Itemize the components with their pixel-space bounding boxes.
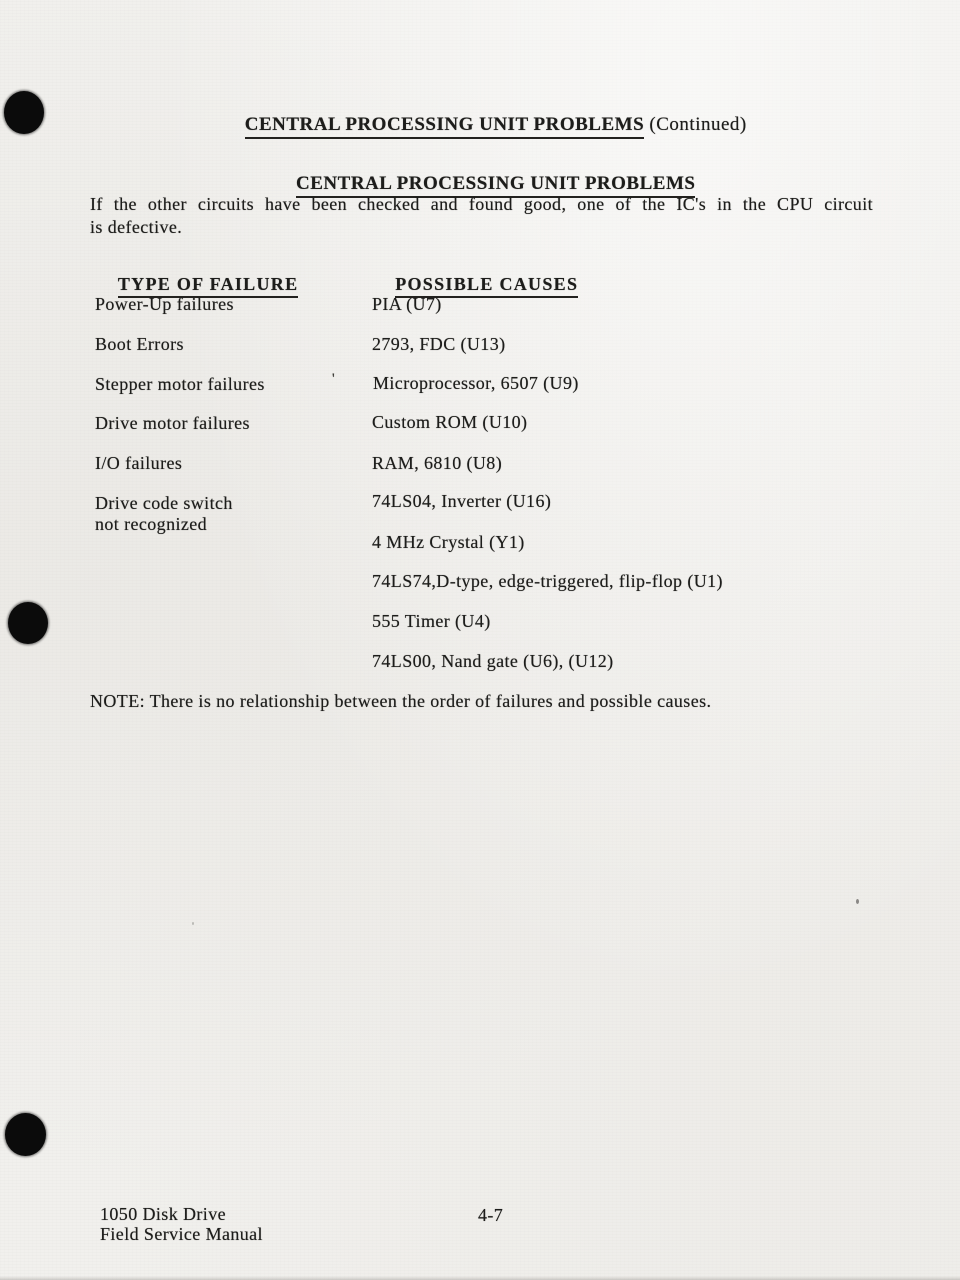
footer-manual-name-line2: Field Service Manual <box>100 1224 263 1244</box>
intro-line-1: If the other circuits have been checked and found good, one of the IC's in the CPU circuit <box>90 194 873 214</box>
cause-cell: 74LS00, Nand gate (U6), (U12) <box>372 651 614 671</box>
page-title <box>0 93 960 156</box>
cause-cell: Microprocessor, 6507 (U9) <box>373 373 579 393</box>
page-title-suffix: (Continued) <box>644 114 747 135</box>
page-number: 4-7 <box>478 1205 504 1225</box>
cause-cell: 2793, FDC (U13) <box>372 334 506 354</box>
scan-speck <box>192 922 194 925</box>
note-text: NOTE: There is no relationship between the order of failures and possible causes. <box>90 691 712 711</box>
hole-punch-bottom <box>5 1113 46 1156</box>
intro-line-2: is defective. <box>90 217 183 237</box>
cause-cell: RAM, 6810 (U8) <box>372 453 503 473</box>
section-title-text: CENTRAL PROCESSING UNIT PROBLEMS <box>296 173 695 198</box>
failure-cell: Boot Errors <box>95 334 184 354</box>
scan-artifact-mark: ' <box>332 371 336 387</box>
failure-cell: I/O failures <box>95 453 183 473</box>
cause-cell: 555 Timer (U4) <box>372 611 491 631</box>
failure-cell: not recognized <box>95 514 208 534</box>
column-header-causes: POSSIBLE CAUSES <box>372 253 578 316</box>
cause-cell: PIA (U7) <box>372 294 442 314</box>
column-header-failure: TYPE OF FAILURE <box>95 253 298 316</box>
cause-cell: 4 MHz Crystal (Y1) <box>372 532 525 552</box>
scan-speck <box>856 899 859 904</box>
footer-manual-name-line1: 1050 Disk Drive <box>100 1204 226 1224</box>
cause-cell: 74LS04, Inverter (U16) <box>372 491 552 511</box>
failure-cell: Power-Up failures <box>95 294 234 314</box>
scan-bottom-edge <box>0 1276 960 1280</box>
cause-cell: 74LS74,D-type, edge-triggered, flip-flop (U1) <box>372 571 723 591</box>
failure-cell: Stepper motor failures <box>95 374 265 394</box>
page-title-underlined: CENTRAL PROCESSING UNIT PROBLEMS <box>245 114 644 139</box>
failure-cell: Drive motor failures <box>95 413 250 433</box>
hole-punch-middle <box>8 602 48 644</box>
cause-cell: Custom ROM (U10) <box>372 412 528 432</box>
failure-cell: Drive code switch <box>95 493 233 513</box>
